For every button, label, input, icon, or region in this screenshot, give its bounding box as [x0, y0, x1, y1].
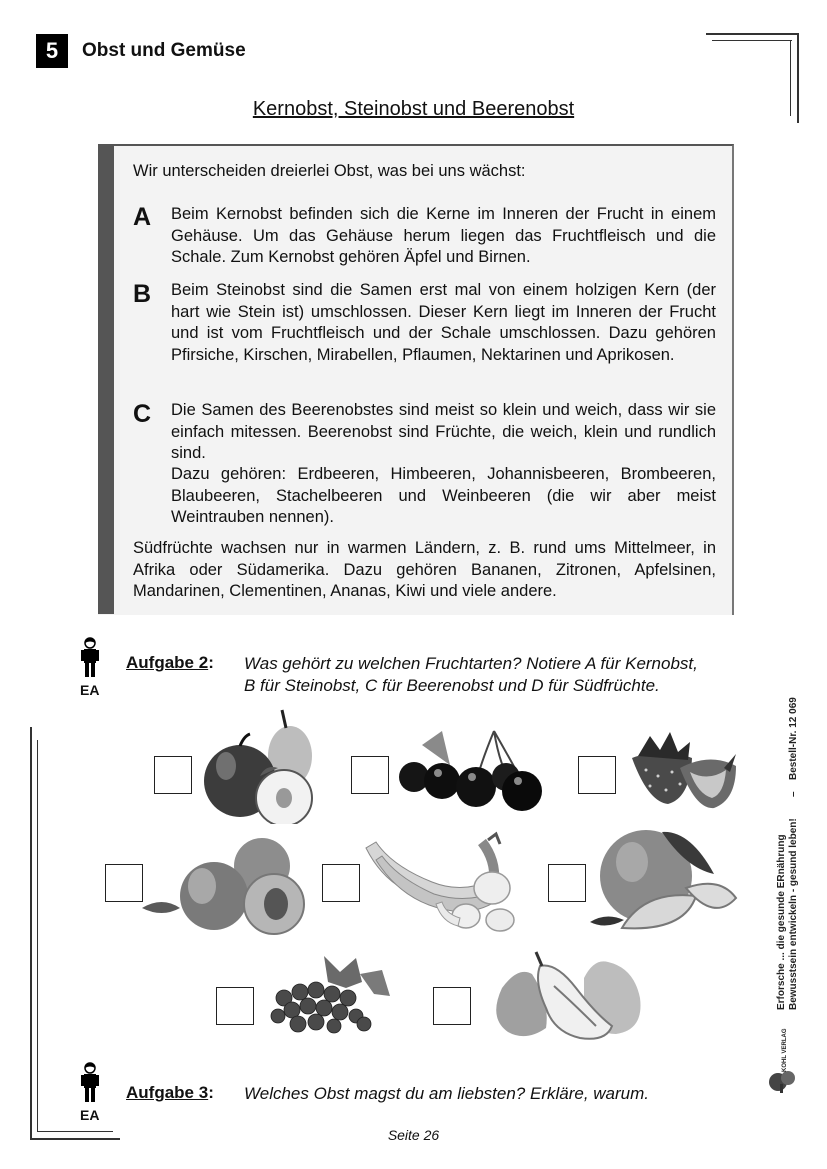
- page-number: Seite 26: [387, 1127, 440, 1143]
- answer-box-cherries[interactable]: [351, 756, 389, 794]
- task2-label-colon: :: [208, 653, 214, 672]
- task2-text-line1: Was gehört zu welchen Fruchtarten? Notiere A für Kernobst,: [244, 654, 698, 673]
- letter-a: A: [133, 203, 152, 231]
- info-b-text: Beim Steinobst sind die Samen erst mal von einem holzigen Kern (der hart wie Stein ist) umschlossen. Dieser Kern liegt im Inneren der Frucht und ist vom Fruchtfleisch und der Schale umschlossen. Dazu gehören Pfirsiche, Kirschen, Mirabellen, Pflaumen, Nektarinen und Aprikosen.: [171, 281, 716, 364]
- answer-box-apple[interactable]: [154, 756, 192, 794]
- letter-b: B: [133, 280, 152, 308]
- info-c-text-1: Die Samen des Beerenobstes sind meist so klein und weich, dass wir sie einfach mitessen. Beerenobst sind Früchte, die weich, klein und rundlich sind.: [171, 401, 716, 462]
- chapter-title: Obst und Gemüse: [82, 40, 246, 61]
- corner-decoration: [706, 33, 798, 35]
- strawberry-icon: [628, 728, 740, 810]
- ea-label: EA: [80, 682, 100, 698]
- corner-decoration: [37, 740, 38, 1132]
- task2-text-line2: B für Steinobst, C für Beerenobst und D für Südfrüchte.: [244, 676, 660, 695]
- corner-decoration: [712, 40, 792, 41]
- chapter-number-badge: 5: [36, 34, 68, 68]
- child-icon: [80, 637, 100, 681]
- section-title: Kernobst, Steinobst und Beerenobst: [252, 98, 575, 120]
- task2-text: [244, 653, 734, 697]
- orange-icon: [586, 826, 740, 936]
- task2-label: [126, 653, 214, 673]
- info-c-text-2: Dazu gehören: Erdbeeren, Himbeeren, Johannisbeeren, Brombeeren, Blaubeeren, Stachelbeeren und Weinbeeren (die wir aber meist Weintrauben nennen).: [171, 465, 716, 526]
- publisher-name: KOHL VERLAG: [782, 1028, 788, 1072]
- side-book-title: Erforsche ... die gesunde ERnährung: [776, 834, 787, 1010]
- answer-box-orange[interactable]: [548, 864, 586, 902]
- task2-label-text: Aufgabe 2: [126, 653, 209, 672]
- task3-label-colon: :: [208, 1083, 214, 1102]
- side-book-subtitle: Bewusstsein entwickeln - gesund leben!: [788, 818, 799, 1010]
- answer-box-strawberries[interactable]: [578, 756, 616, 794]
- apple-pear-icon: [198, 706, 322, 824]
- answer-box-pears[interactable]: [433, 987, 471, 1025]
- pears-icon: [484, 948, 644, 1042]
- ea-label: EA: [80, 1107, 100, 1123]
- grapes-icon: [264, 954, 392, 1040]
- info-d-text: Südfrüchte wachsen nur in warmen Ländern, z. B. rund ums Mittelmeer, in Afrika oder Südamerika. Dazu gehören Bananen, Zitronen, Apfelsinen, Mandarinen, Clementinen, Ananas, Kiwi und viele andere.: [133, 539, 716, 600]
- task3-label: [126, 1083, 214, 1103]
- cherries-icon: [398, 725, 546, 813]
- side-dash: –: [788, 791, 799, 797]
- side-order-number: Bestell-Nr. 12 069: [788, 697, 799, 780]
- child-icon: [80, 1062, 100, 1106]
- answer-box-peach[interactable]: [105, 864, 143, 902]
- answer-box-bananas[interactable]: [322, 864, 360, 902]
- info-box-accent-bar: [98, 144, 114, 614]
- bananas-icon: [362, 830, 526, 936]
- letter-c: C: [133, 400, 152, 428]
- info-intro: Wir unterscheiden dreierlei Obst, was bei uns wächst:: [133, 162, 526, 180]
- info-a-text: Beim Kernobst befinden sich die Kerne im Inneren der Frucht in einem Gehäuse. Um das Gehäuse herum liegen das Fruchtfleisch und die Schale. Zum Kernobst gehören Äpfel und Birnen.: [171, 205, 716, 266]
- peach-icon: [140, 838, 308, 936]
- answer-box-grapes[interactable]: [216, 987, 254, 1025]
- corner-decoration: [30, 727, 32, 1139]
- task3-text: Welches Obst magst du am liebsten? Erkläre, warum.: [244, 1084, 650, 1103]
- task3-label-text: Aufgabe 3: [126, 1083, 209, 1102]
